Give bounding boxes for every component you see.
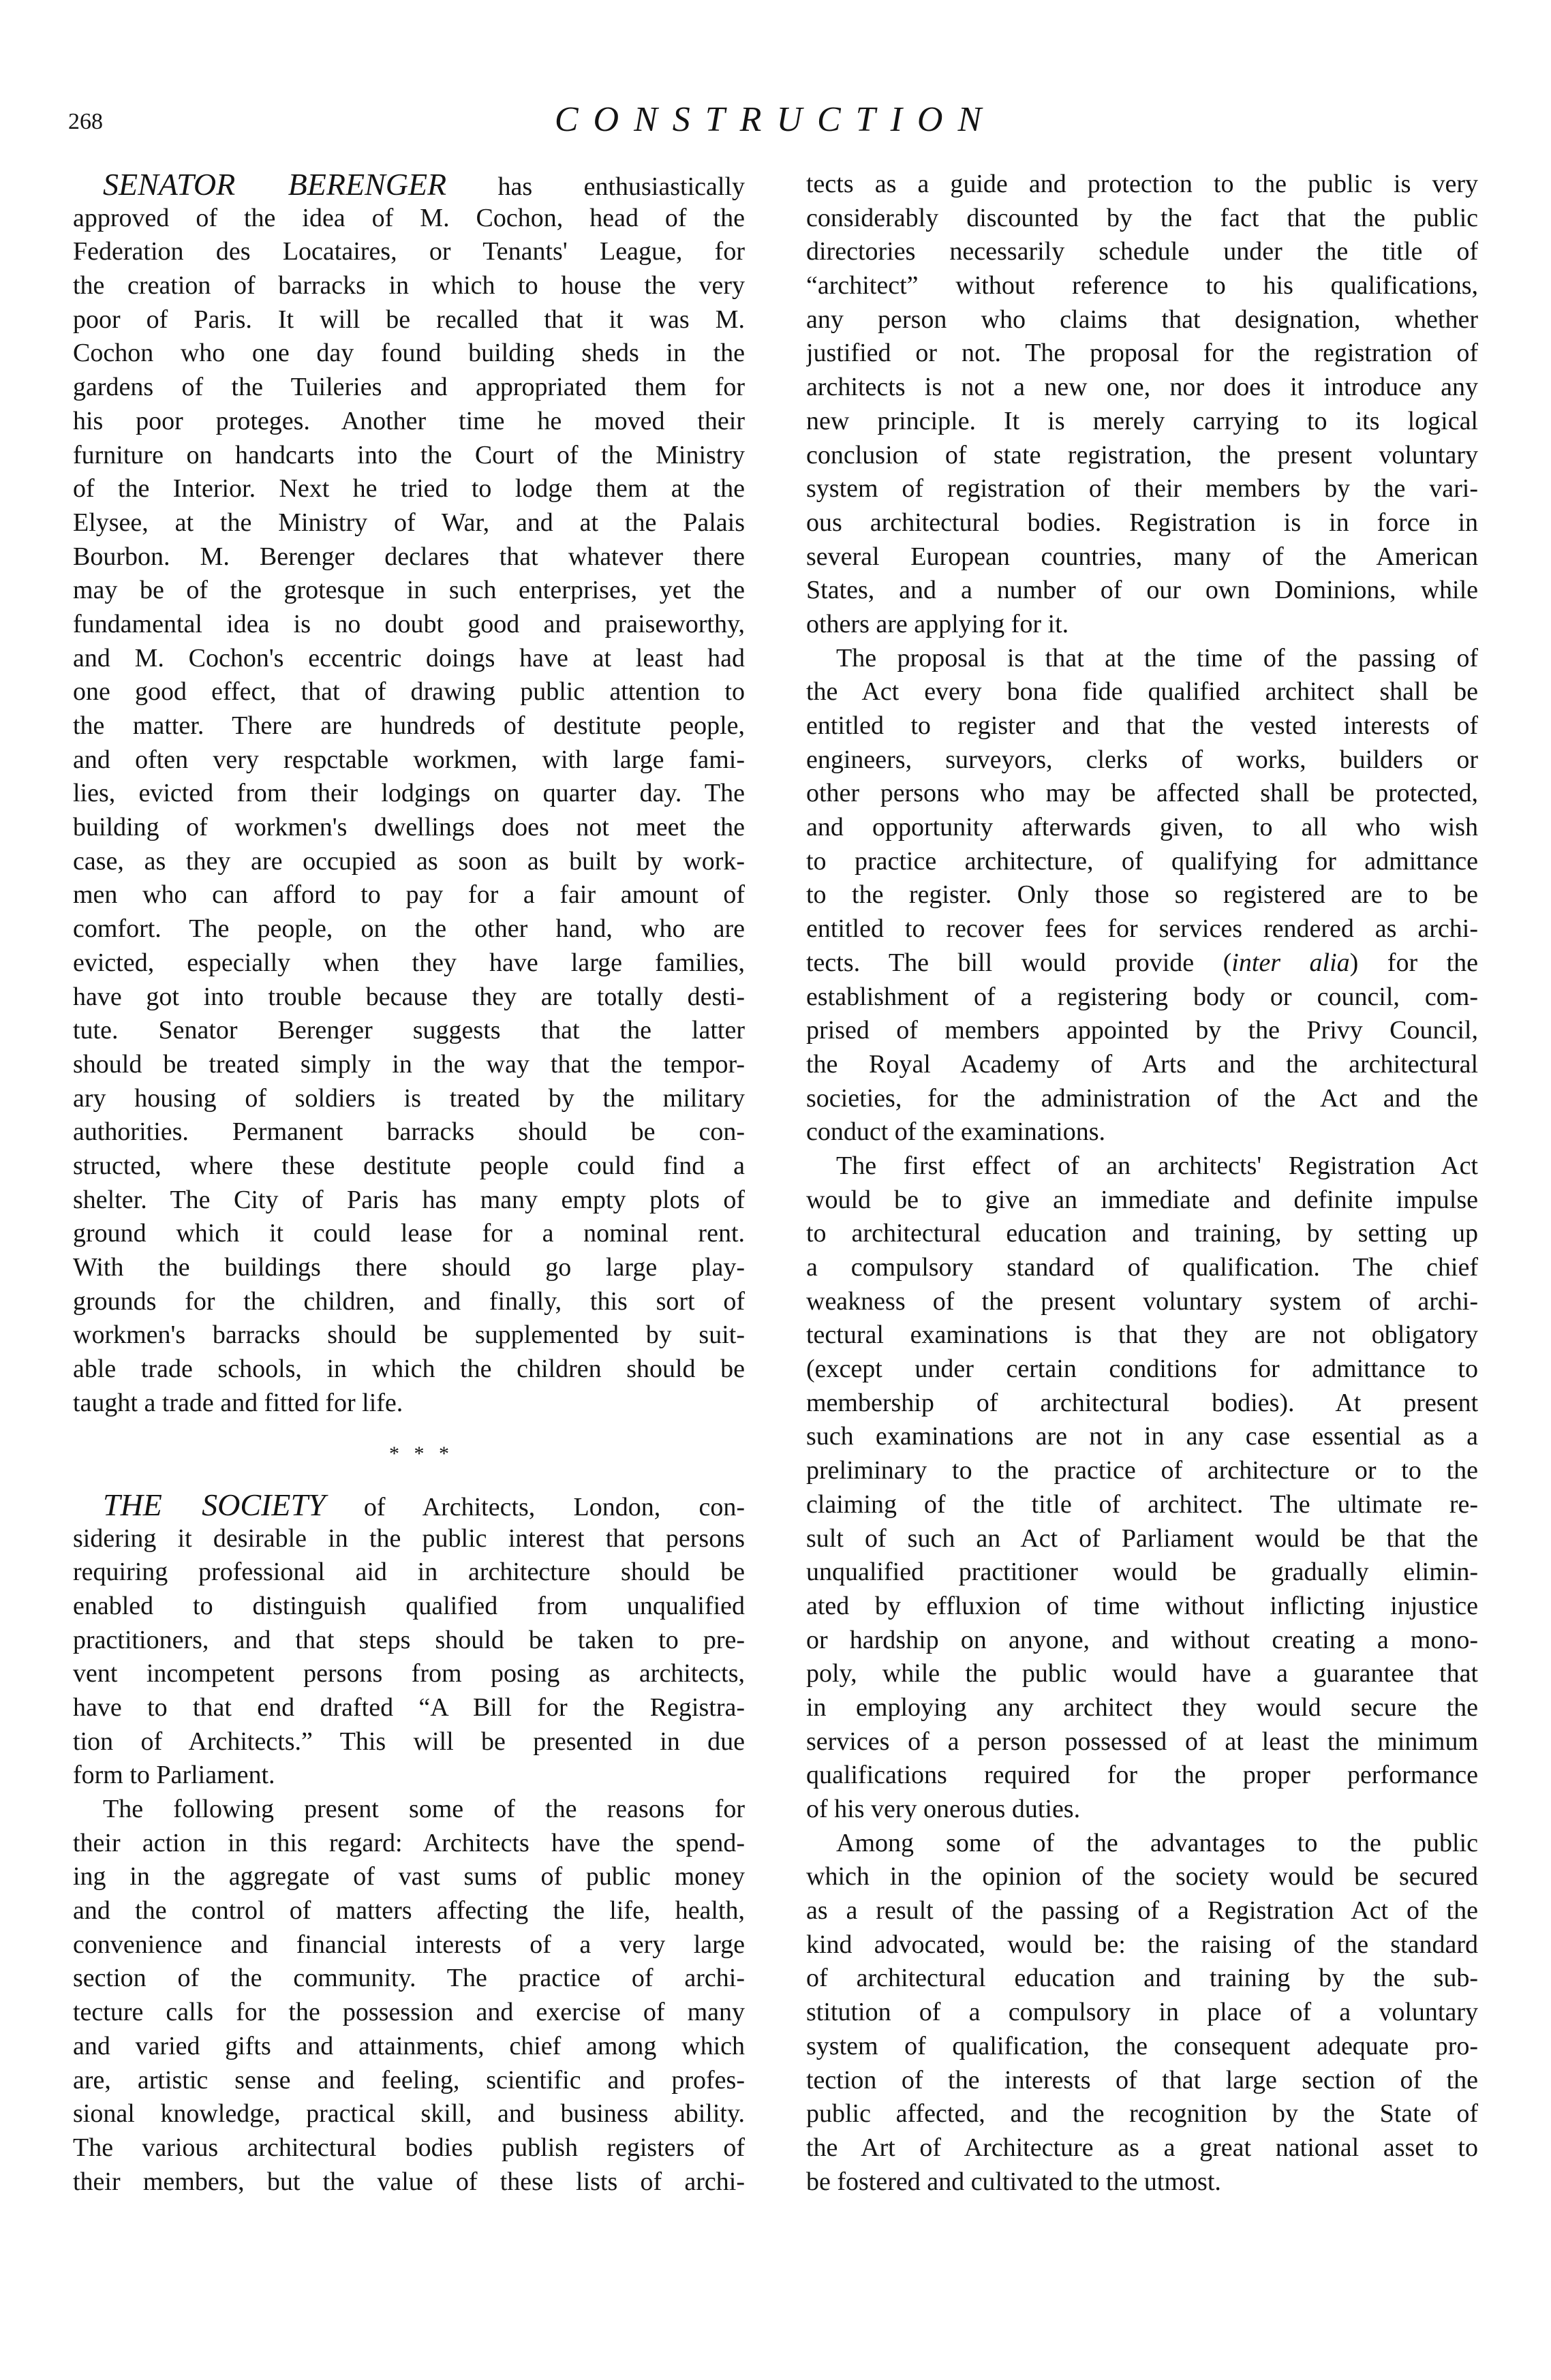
text-line: other persons who may be affected shall be protected, (806, 779, 1478, 808)
text-line: and the control of matters affecting the life, health, (73, 1896, 745, 1926)
text-line: men who can afford to pay for a fair amount of (73, 880, 745, 910)
text-line: ous architectural bodies. Registration is in force in (806, 508, 1478, 537)
text-line: (except under certain conditions for admittance to (806, 1355, 1478, 1384)
text-line: kind advocated, would be: the raising of the standard (806, 1930, 1478, 1959)
text-line: to the register. Only those so registered are to be (806, 880, 1478, 910)
text-line: to practice architecture, of qualifying for admittance (806, 846, 1478, 876)
text-line: ated by effluxion of time without inflicting injustice (806, 1591, 1478, 1620)
text-line: the Royal Academy of Arts and the architectural (806, 1049, 1478, 1079)
text-line: structed, where these destitute people could find a (73, 1151, 745, 1180)
paragraph (806, 168, 1478, 642)
text-line: the Act every bona fide qualified architect shall be (806, 677, 1478, 707)
text-segment: of Architects, London, con- (325, 1492, 745, 1521)
text-line: engineers, surveyors, clerks of works, builders or (806, 745, 1478, 774)
text-line: sult of such an Act of Parliament would be that the (806, 1524, 1478, 1553)
text-line: Federation des Locataires, or Tenants' League, for (73, 237, 745, 266)
text-line: should be treated simply in the way that the tempor- (73, 1049, 745, 1079)
text-line: system of registration of their members by the vari- (806, 474, 1478, 504)
text-line: case, as they are occupied as soon as built by work- (73, 846, 745, 876)
text-line: able trade schools, in which the children should be (73, 1355, 745, 1384)
text-line: membership of architectural bodies). At present (806, 1388, 1478, 1417)
text-line: and M. Cochon's eccentric doings have at least had (73, 643, 745, 673)
text-line: of architectural education and training by the sub- (806, 1964, 1478, 1993)
paragraph (73, 1793, 745, 2199)
text-line: qualifications required for the proper performance (806, 1761, 1478, 1790)
text-line: tectural examinations is that they are not obligatory (806, 1320, 1478, 1350)
text-segment: has enthusiastically (446, 172, 745, 201)
text-line: claiming of the title of architect. The ultimate re- (806, 1489, 1478, 1519)
text-line: directories necessarily schedule under the title of (806, 237, 1478, 266)
text-line: are, artistic sense and feeling, scientific and profes- (73, 2065, 745, 2095)
text-line: unqualified practitioner would be gradually elimin- (806, 1558, 1478, 1587)
text-line: considerably discounted by the fact that the public (806, 203, 1478, 232)
text-line: have to that end drafted “A Bill for the Registra- (73, 1693, 745, 1722)
text-line: any person who claims that designation, whether (806, 305, 1478, 334)
text-line: States, and a number of our own Dominions, while (806, 576, 1478, 605)
text-line: architects is not a new one, nor does it introduce any (806, 373, 1478, 402)
text-line: tute. Senator Berenger suggests that the latter (73, 1016, 745, 1045)
text-line: may be of the grotesque in such enterprises, yet the (73, 576, 745, 605)
text-line: one good effect, that of drawing public attention to (73, 677, 745, 707)
text-line: taught a trade and fitted for life. (73, 1388, 403, 1417)
text-line: workmen's barracks should be supplemented by suit- (73, 1320, 745, 1350)
text-line: ing in the aggregate of vast sums of public money (73, 1862, 745, 1891)
text-line: ground which it could lease for a nominal rent. (73, 1219, 745, 1248)
text-line: gardens of the Tuileries and appropriated them for (73, 373, 745, 402)
paragraph (806, 1149, 1478, 1827)
text-line: prised of members appointed by the Privy Council, (806, 1016, 1478, 1045)
text-line: establishment of a registering body or council, com- (806, 982, 1478, 1011)
text-line: The following present some of the reasons for (103, 1795, 745, 1824)
text-line: evicted, especially when they have large families, (73, 948, 745, 977)
text-line: of the Interior. Next he tried to lodge them at the (73, 474, 745, 504)
text-line: “architect” without reference to his qualifications, (806, 271, 1478, 300)
text-line: enabled to distinguish qualified from unqualified (73, 1591, 745, 1620)
text-line: the matter. There are hundreds of destitute people, (73, 711, 745, 740)
italic-text: inter alia (1231, 948, 1350, 977)
paragraph (73, 1488, 745, 1793)
text-line: sidering it desirable in the public interest that persons (73, 1524, 745, 1553)
text-line: his poor proteges. Another time he moved their (73, 406, 745, 435)
text-line: of his very onerous duties. (806, 1795, 1081, 1823)
text-line: the Art of Architecture as a great national asset to (806, 2133, 1478, 2162)
paragraph (806, 1827, 1478, 2199)
text-line: tects as a guide and protection to the public is very (806, 170, 1478, 198)
text-segment: ) for the (1349, 948, 1478, 977)
text-line: section of the community. The practice of archi- (73, 1964, 745, 1993)
text-line (806, 946, 1478, 980)
text-line: and often very respctable workmen, with large fami- (73, 745, 745, 774)
text-line: With the buildings there should go large play- (73, 1253, 745, 1282)
text-segment: tects. The bill would provide ( (806, 948, 1232, 977)
text-line: comfort. The people, on the other hand, who are (73, 914, 745, 944)
text-line: their action in this regard: Architects have the spend- (73, 1828, 745, 1857)
text-line: justified or not. The proposal for the registration of (806, 339, 1478, 368)
text-line: Among some of the advantages to the public (836, 1828, 1478, 1857)
lead-in-heading: SENATOR BERENGER (103, 168, 447, 202)
text-line: shelter. The City of Paris has many empty plots of (73, 1185, 745, 1214)
text-line: The first effect of an architects' Registration Act (836, 1151, 1478, 1180)
text-line: have got into trouble because they are totally desti- (73, 982, 745, 1011)
text-line: such examinations are not in any case essential as a (806, 1422, 1478, 1451)
text-line: their members, but the value of these lists of archi- (73, 2167, 745, 2196)
text-line: entitled to recover fees for services rendered as archi- (806, 914, 1478, 944)
text-line: preliminary to the practice of architecture or to the (806, 1456, 1478, 1485)
page-number: 268 (68, 109, 103, 134)
text-line: poor of Paris. It will be recalled that it was M. (73, 305, 745, 334)
text-line: form to Parliament. (73, 1761, 275, 1790)
text-line: new principle. It is merely carrying to its logical (806, 406, 1478, 435)
text-line: tecture calls for the possession and exercise of many (73, 1998, 745, 2027)
text-line: in employing any architect they would secure the (806, 1693, 1478, 1722)
text-line: requiring professional aid in architecture should be (73, 1558, 745, 1587)
text-line: tion of Architects.” This will be presented in due (73, 1727, 745, 1756)
text-line: public affected, and the recognition by the State of (806, 2099, 1478, 2129)
text-line: Bourbon. M. Berenger declares that whatever there (73, 542, 745, 571)
text-line: poly, while the public would have a guarantee that (806, 1659, 1478, 1688)
text-line: entitled to register and that the vested interests of (806, 711, 1478, 740)
left-column (73, 168, 745, 2199)
text-line: grounds for the children, and finally, this sort of (73, 1286, 745, 1316)
text-line: Elysee, at the Ministry of War, and at the Palais (73, 508, 745, 537)
running-title: CONSTRUCTION (554, 100, 997, 139)
text-line: building of workmen's dwellings does not meet the (73, 813, 745, 842)
text-line: convenience and financial interests of a very large (73, 1930, 745, 1959)
text-line (73, 1488, 745, 1522)
text-line: tection of the interests of that large section of the (806, 2065, 1478, 2095)
text-line: the creation of barracks in which to house the very (73, 271, 745, 300)
right-column (806, 168, 1478, 2199)
text-line: sional knowledge, practical skill, and business ability. (73, 2099, 745, 2129)
text-line: and varied gifts and attainments, chief among which (73, 2031, 745, 2060)
text-line: stitution of a compulsory in place of a voluntary (806, 1998, 1478, 2027)
text-line: fundamental idea is no doubt good and praiseworthy, (73, 609, 745, 638)
text-line: weakness of the present voluntary system of archi- (806, 1286, 1478, 1316)
section-separator: * * * (389, 1442, 449, 1466)
text-line: ary housing of soldiers is treated by the military (73, 1083, 745, 1113)
text-line: practitioners, and that steps should be taken to pre- (73, 1625, 745, 1654)
paragraph (806, 642, 1478, 1149)
text-line: approved of the idea of M. Cochon, head of the (73, 203, 745, 232)
text-line: or hardship on anyone, and without creating a mono- (806, 1625, 1478, 1654)
text-line: conduct of the examinations. (806, 1117, 1105, 1147)
text-line: Cochon who one day found building sheds in the (73, 339, 745, 368)
paragraph (73, 168, 745, 1420)
text-line: services of a person possessed of at least the minimum (806, 1727, 1478, 1756)
text-line: and opportunity afterwards given, to all who wish (806, 813, 1478, 842)
text-line: authorities. Permanent barracks should be con- (73, 1117, 745, 1147)
text-line: which in the opinion of the society would be secured (806, 1862, 1478, 1891)
text-line: others are applying for it. (806, 609, 1069, 638)
text-line (73, 168, 745, 202)
text-line: would be to give an immediate and definite impulse (806, 1185, 1478, 1214)
lead-in-heading: THE SOCIETY (103, 1487, 326, 1522)
text-line: to architectural education and training, by setting up (806, 1219, 1478, 1248)
text-line: The proposal is that at the time of the passing of (836, 643, 1478, 673)
text-line: be fostered and cultivated to the utmost. (806, 2167, 1221, 2196)
text-line: several European countries, many of the American (806, 542, 1478, 571)
text-line: a compulsory standard of qualification. The chief (806, 1253, 1478, 1282)
text-line: societies, for the administration of the Act and the (806, 1083, 1478, 1113)
text-line: The various architectural bodies publish registers of (73, 2133, 745, 2162)
text-line: as a result of the passing of a Registration Act of the (806, 1896, 1478, 1926)
text-line: system of qualification, the consequent adequate pro- (806, 2031, 1478, 2060)
text-line: conclusion of state registration, the present voluntary (806, 440, 1478, 469)
text-line: furniture on handcarts into the Court of the Ministry (73, 440, 745, 469)
text-line: vent incompetent persons from posing as architects, (73, 1659, 745, 1688)
text-line: lies, evicted from their lodgings on quarter day. The (73, 779, 745, 808)
